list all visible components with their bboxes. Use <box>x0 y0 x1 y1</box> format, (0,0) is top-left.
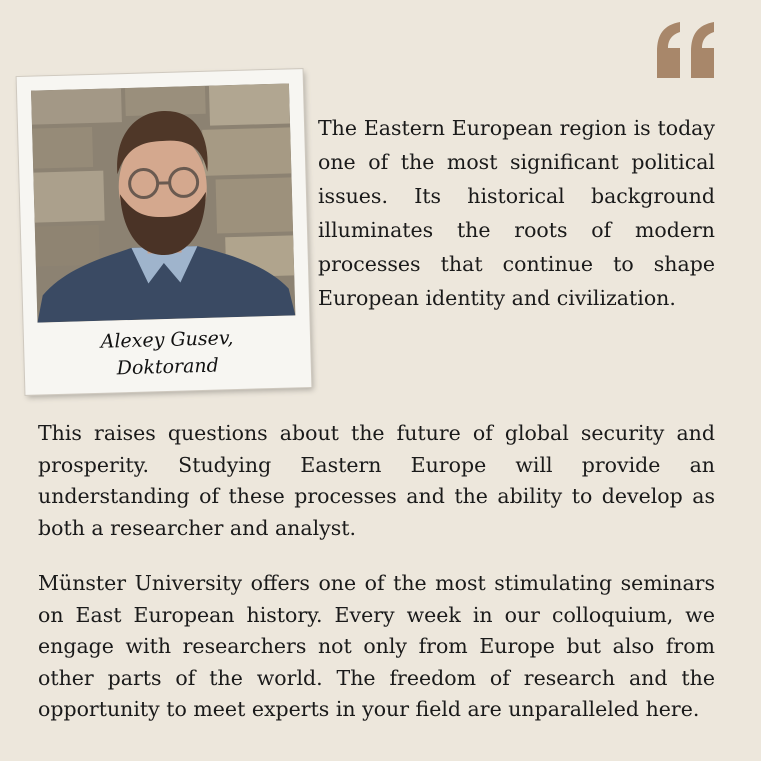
profile-name: Alexey Gusev, <box>100 327 234 353</box>
body-paragraph-3: Münster University offers one of the most stimulating seminars on East European history. Every week in our colloquium, we engage with researchers not only from Europe but also from other parts of the world. The freedom of research and the opportunity to meet experts in your field are unparalleled here. <box>38 571 715 722</box>
profile-card <box>17 69 312 395</box>
profile-role: Doktorand <box>116 354 220 380</box>
profile-caption <box>24 323 311 385</box>
intro-paragraph: The Eastern European region is today one of the most significant political issues. Its historical background illuminates the roots of modern processes that continue to shape European identity and civilization. <box>318 116 715 310</box>
portrait-photo <box>31 83 295 322</box>
quotation-mark-icon <box>652 22 718 78</box>
body-paragraph-2: This raises questions about the future of global security and prosperity. Studying Eastern Europe will provide an understanding of these processes and the ability to develop as both a researcher and analyst. <box>38 421 715 540</box>
